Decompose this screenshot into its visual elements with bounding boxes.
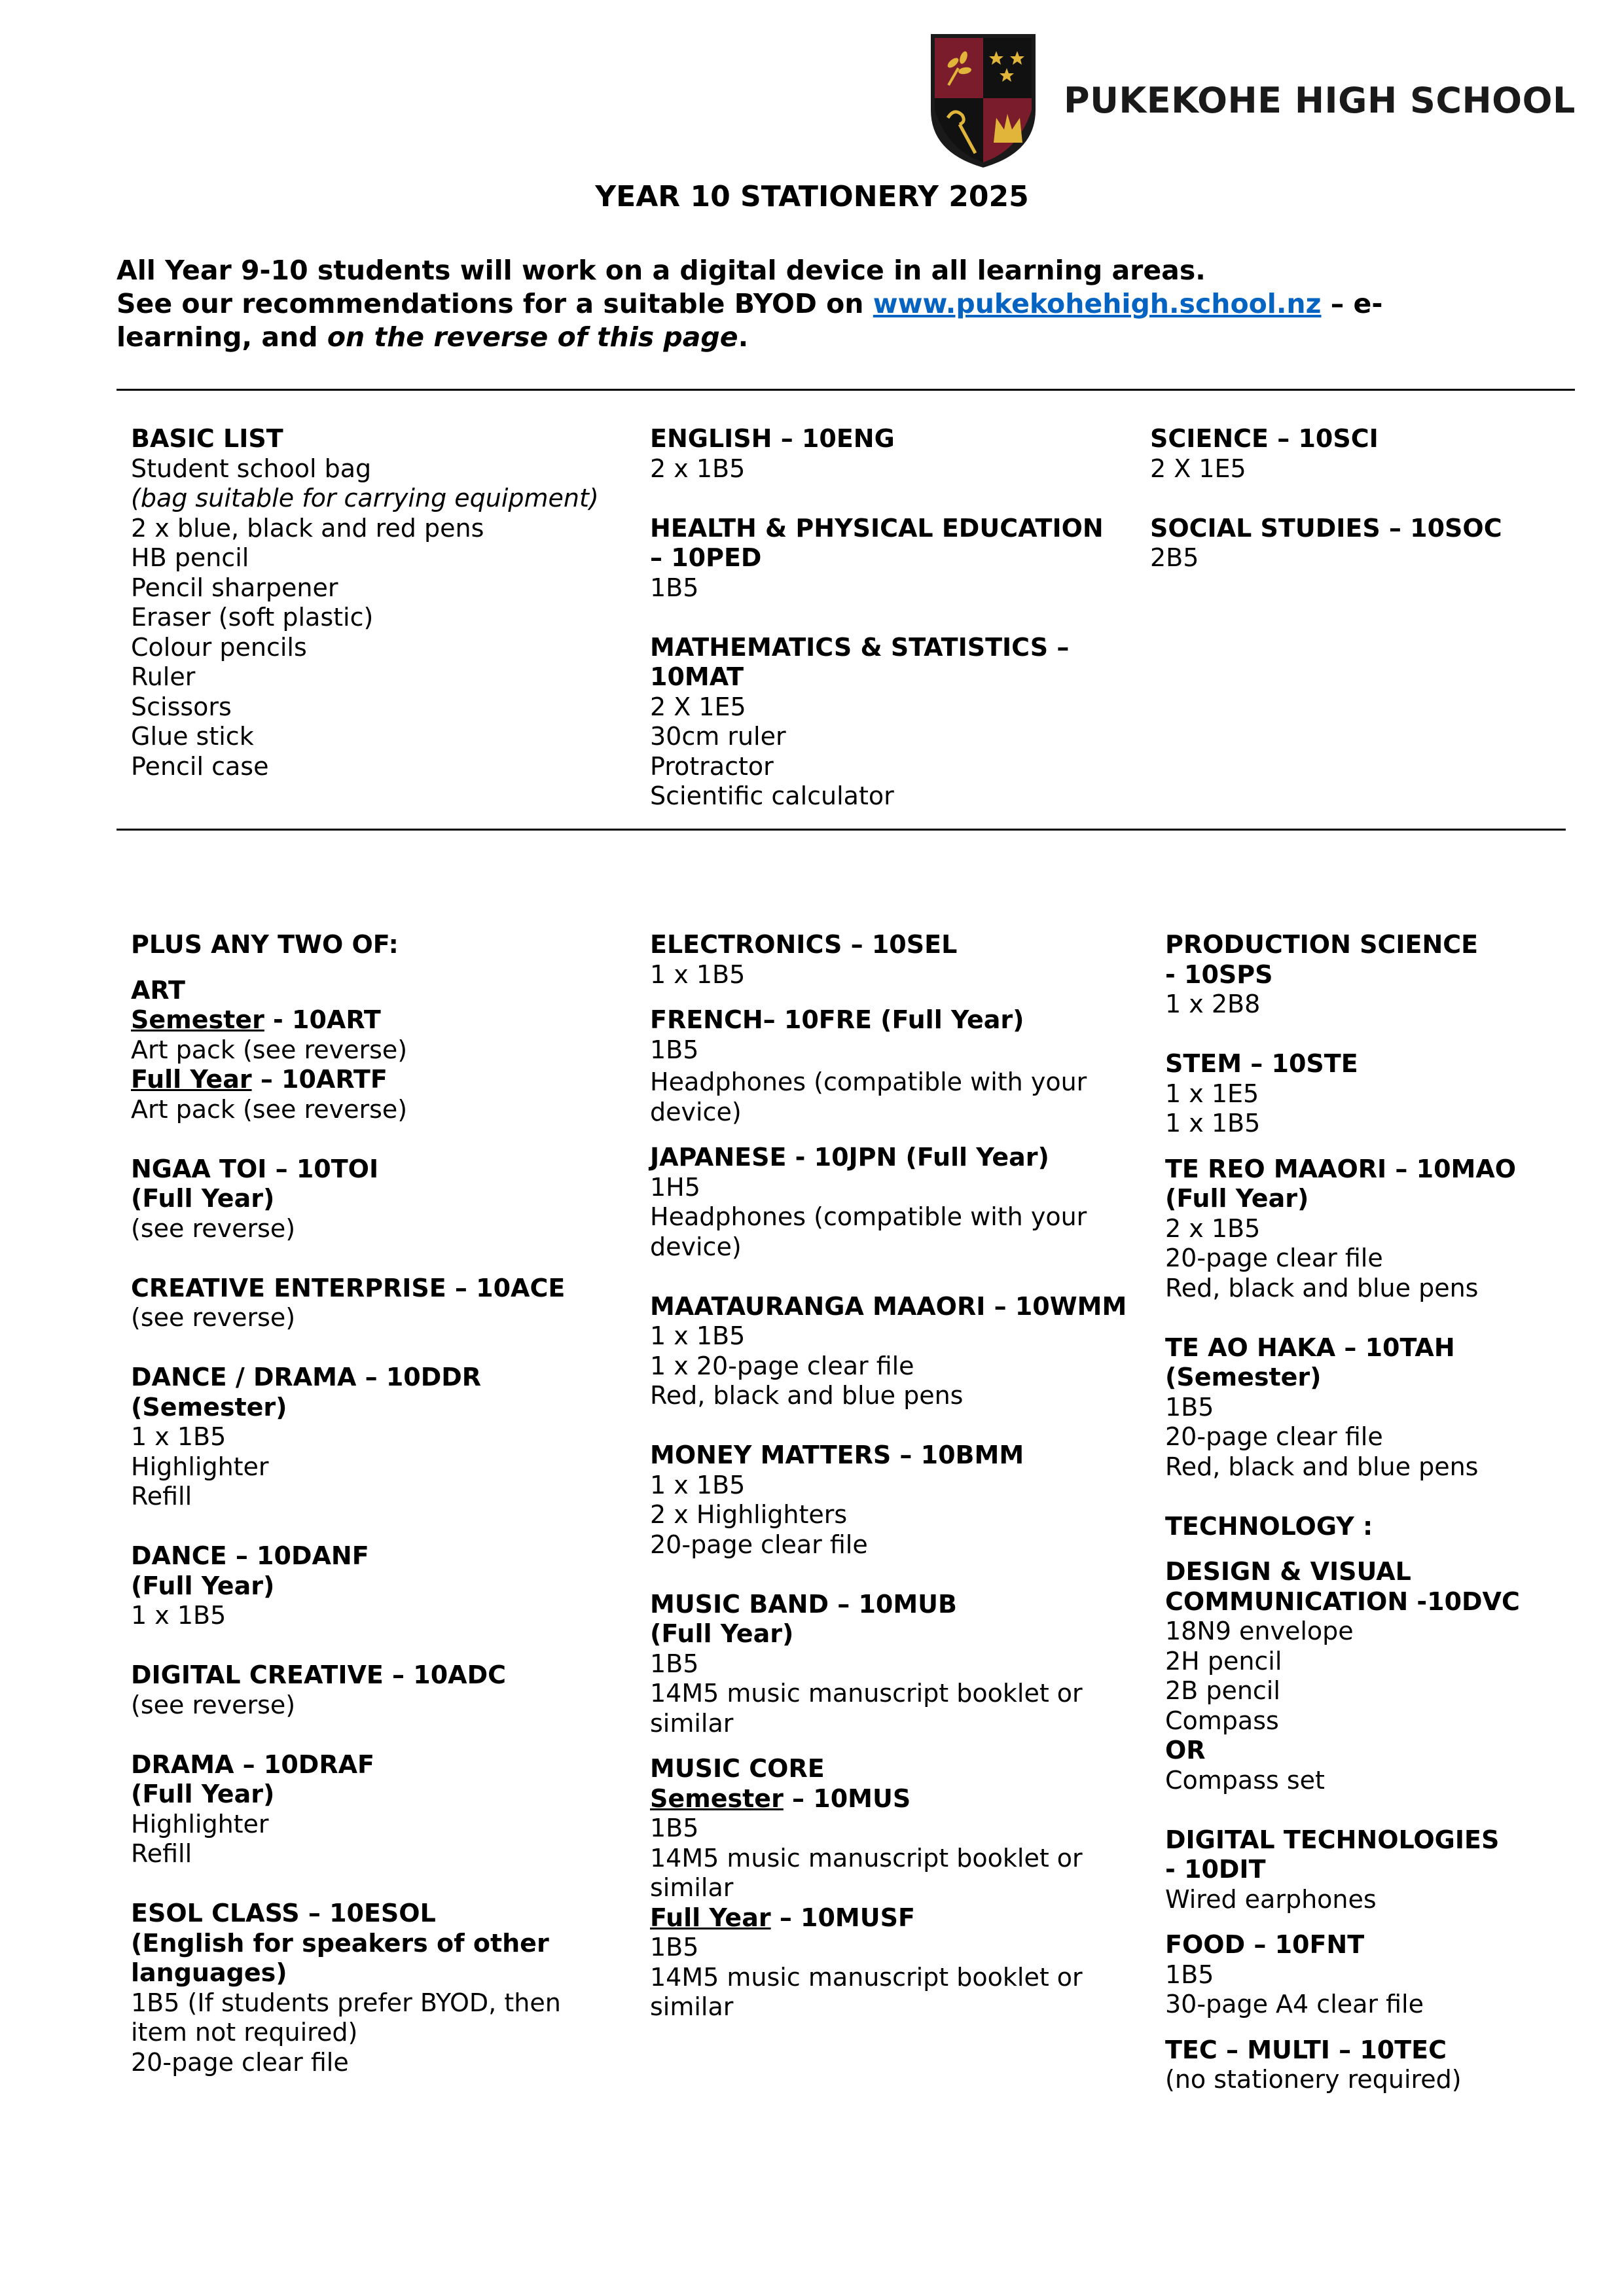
subject-heading: (Full Year) (131, 1184, 275, 1213)
list-item: similar (650, 1992, 734, 2021)
list-item: 2 X 1E5 (650, 692, 746, 721)
subject-heading: JAPANESE - 10JPN (Full Year) (650, 1143, 1049, 1172)
subject-heading: HEALTH & PHYSICAL EDUCATION (650, 513, 1104, 543)
list-item: 20-page clear file (131, 2047, 349, 2077)
list-item: 1B5 (If students prefer BYOD, then (131, 1988, 561, 2017)
subject-heading: DANCE / DRAMA – 10DDR (131, 1363, 482, 1391)
intro-paragraph (117, 254, 1458, 354)
list-item: Red, black and blue pens (650, 1381, 964, 1410)
subject-heading: ESOL CLASS – 10ESOL (131, 1899, 436, 1928)
subject-heading: DIGITAL CREATIVE – 10ADC (131, 1660, 507, 1689)
school-crest-logo (928, 31, 1038, 170)
subject-heading: TEC – MULTI – 10TEC (1165, 2035, 1447, 2064)
list-item: 1B5 (1165, 1392, 1214, 1422)
subject-heading: (Full Year) (650, 1619, 794, 1648)
subject-heading: ART (131, 975, 185, 1005)
list-item: 30-page A4 clear file (1165, 1990, 1424, 2018)
subject-heading: PRODUCTION SCIENCE (1165, 930, 1479, 959)
list-item: 1 x 1B5 (1165, 1109, 1261, 1138)
list-item: 2 X 1E5 (1150, 454, 1246, 483)
list-item: Ruler (131, 662, 196, 691)
divider-middle (117, 829, 1566, 831)
intro-text: learning, and (117, 321, 327, 353)
list-item: 2H pencil (1165, 1646, 1282, 1676)
subject-heading: DANCE – 10DANF (131, 1541, 369, 1570)
subject-heading: MUSIC BAND – 10MUB (650, 1589, 957, 1619)
list-item: Compass (1165, 1706, 1279, 1735)
music-full-year (650, 1903, 1161, 1933)
list-item: similar (650, 1873, 734, 1902)
subject-heading: MONEY MATTERS – 10BMM (650, 1441, 1024, 1469)
subject-heading: FOOD – 10FNT (1165, 1930, 1365, 1959)
options-column-middle (650, 930, 1161, 2022)
list-item: similar (650, 1708, 734, 1738)
list-item: device) (650, 1232, 742, 1261)
list-item: (see reverse) (131, 1690, 296, 1719)
subject-heading: STEM – 10STE (1165, 1049, 1358, 1078)
intro-text: . (738, 321, 749, 353)
intro-text: See our recommendations for a suitable BYOD on (117, 288, 873, 319)
subject-heading: MUSIC CORE (650, 1754, 825, 1783)
list-item: 1 x 1B5 (131, 1601, 226, 1630)
subject-heading: FRENCH– 10FRE (Full Year) (650, 1005, 1024, 1034)
semester-label: Semester (650, 1784, 784, 1813)
list-item: Pencil case (131, 751, 269, 781)
divider-top (117, 389, 1575, 391)
list-item: 20-page clear file (1165, 1422, 1383, 1451)
list-item: Colour pencils (131, 632, 307, 662)
subject-heading: ELECTRONICS – 10SEL (650, 930, 958, 959)
subject-heading: (Semester) (1165, 1363, 1322, 1391)
list-item: 1B5 (650, 1933, 699, 1962)
list-item: 20-page clear file (650, 1530, 868, 1559)
intro-line-1: All Year 9-10 students will work on a digital device in all learning areas. (117, 255, 1206, 286)
subject-code: - 10ART (264, 1005, 381, 1034)
full-year-label: Full Year (650, 1903, 771, 1932)
list-item: Student school bag (131, 454, 372, 483)
subject-code: – 10ARTF (251, 1065, 388, 1094)
semester-label: Semester (131, 1005, 264, 1034)
list-item: 1B5 (650, 1814, 699, 1842)
core-subjects-column (650, 424, 1147, 812)
list-item: Pencil sharpener (131, 573, 338, 602)
list-item: 1B5 (1165, 1960, 1214, 1989)
section-heading: TECHNOLOGY : (1165, 1511, 1373, 1541)
list-item: 1B5 (650, 573, 699, 602)
list-item: Art pack (see reverse) (131, 1094, 408, 1124)
options-column-left (131, 930, 641, 2077)
list-item: (see reverse) (131, 1213, 296, 1243)
list-item: (no stationery required) (1165, 2065, 1462, 2094)
subject-heading: (Semester) (131, 1392, 287, 1422)
section-heading: PLUS ANY TWO OF: (131, 930, 399, 959)
list-item: Red, black and blue pens (1165, 1273, 1479, 1302)
list-item: 1 x 1E5 (1165, 1079, 1259, 1108)
school-name: PUKEKOHE HIGH SCHOOL (1064, 80, 1576, 121)
subject-heading: SCIENCE – 10SCI (1150, 424, 1379, 453)
list-item: 2 x Highlighters (650, 1500, 848, 1529)
list-item: HB pencil (131, 543, 249, 572)
subject-heading: languages) (131, 1958, 287, 1987)
subject-heading: DIGITAL TECHNOLOGIES (1165, 1825, 1500, 1854)
list-item: Highlighter (131, 1452, 269, 1481)
subject-heading: – 10PED (650, 543, 762, 572)
page-title: YEAR 10 STATIONERY 2025 (595, 180, 1029, 213)
list-item: 1 x 1B5 (131, 1422, 226, 1451)
list-item: 20-page clear file (1165, 1244, 1383, 1272)
list-item: 1B5 (650, 1035, 699, 1064)
list-item: 2 x 1B5 (1165, 1213, 1261, 1243)
list-item: 1H5 (650, 1172, 700, 1202)
list-item: Refill (131, 1482, 192, 1511)
full-year-label: Full Year (131, 1065, 252, 1094)
subject-heading: DRAMA – 10DRAF (131, 1749, 374, 1779)
list-item: Highlighter (131, 1809, 269, 1839)
music-semester (650, 1784, 1161, 1814)
list-item: 2B5 (1150, 543, 1199, 572)
list-item: 30cm ruler (650, 722, 786, 751)
subject-heading: MATHEMATICS & STATISTICS – (650, 632, 1070, 662)
subject-heading: - 10SPS (1165, 960, 1273, 989)
subject-code: – 10MUSF (770, 1903, 915, 1932)
list-item: item not required) (131, 2018, 358, 2047)
subject-heading: MAATAURANGA MAAORI – 10WMM (650, 1291, 1127, 1321)
options-column-right (1165, 930, 1584, 2095)
list-item: 1 x 20-page clear file (650, 1351, 914, 1380)
subject-heading: - 10DIT (1165, 1855, 1266, 1884)
basic-list-heading: BASIC LIST (131, 424, 283, 453)
list-item: Art pack (see reverse) (131, 1035, 408, 1064)
list-item: Scientific calculator (650, 781, 894, 810)
list-item: 2 x blue, black and red pens (131, 513, 484, 543)
subject-heading: CREATIVE ENTERPRISE – 10ACE (131, 1273, 566, 1302)
list-item: Headphones (compatible with your (650, 1202, 1087, 1231)
subject-heading: (Full Year) (1165, 1184, 1309, 1213)
core-subjects-column-right (1150, 424, 1569, 573)
list-item: Headphones (compatible with your (650, 1067, 1087, 1096)
subject-heading: (English for speakers of other (131, 1928, 549, 1958)
subject-heading: COMMUNICATION -10DVC (1165, 1587, 1520, 1616)
list-item: 18N9 envelope (1165, 1617, 1354, 1645)
list-item: Wired earphones (1165, 1884, 1377, 1914)
subject-heading: 10MAT (650, 662, 744, 691)
list-item: 14M5 music manuscript booklet or (650, 1843, 1083, 1873)
intro-line-2 (117, 287, 1458, 321)
subject-heading: DESIGN & VISUAL (1165, 1557, 1411, 1586)
list-item: 14M5 music manuscript booklet or (650, 1962, 1083, 1992)
list-item: Scissors (131, 692, 232, 721)
subject-heading: TE AO HAKA – 10TAH (1165, 1333, 1455, 1362)
list-item: device) (650, 1097, 742, 1126)
list-item: (see reverse) (131, 1303, 296, 1332)
list-item: 1 x 2B8 (1165, 990, 1261, 1018)
list-item: Refill (131, 1839, 192, 1868)
subject-heading: SOCIAL STUDIES – 10SOC (1150, 513, 1502, 543)
list-item: Protractor (650, 751, 774, 781)
list-item: Eraser (soft plastic) (131, 603, 374, 632)
intro-italic: on the reverse of this page (327, 321, 738, 353)
list-item: Compass set (1165, 1765, 1325, 1795)
intro-text: – e- (1321, 288, 1383, 319)
subject-heading: NGAA TOI – 10TOI (131, 1154, 379, 1183)
subject-code: – 10MUS (783, 1784, 911, 1813)
subject-heading: TE REO MAAORI – 10MAO (1165, 1154, 1517, 1183)
list-item: 1 x 1B5 (650, 1321, 746, 1350)
school-website-link[interactable]: www.pukekohehigh.school.nz (873, 288, 1322, 319)
list-note: (bag suitable for carrying equipment) (131, 484, 599, 512)
list-item: Glue stick (131, 722, 254, 751)
basic-list-column (131, 424, 628, 781)
art-full-year (131, 1065, 641, 1095)
subject-heading: (Full Year) (131, 1571, 275, 1600)
subject-heading: (Full Year) (131, 1780, 275, 1808)
list-item: Red, black and blue pens (1165, 1452, 1479, 1481)
list-item: 14M5 music manuscript booklet or (650, 1679, 1083, 1708)
list-item: 1B5 (650, 1649, 699, 1678)
art-semester (131, 1005, 641, 1035)
list-item: 1 x 1B5 (650, 960, 746, 989)
list-item: 1 x 1B5 (650, 1470, 746, 1499)
or-separator: OR (1165, 1736, 1206, 1765)
list-item: 2 x 1B5 (650, 454, 746, 483)
intro-line-3 (117, 321, 1458, 354)
list-item: 2B pencil (1165, 1676, 1280, 1705)
subject-heading: ENGLISH – 10ENG (650, 424, 895, 453)
